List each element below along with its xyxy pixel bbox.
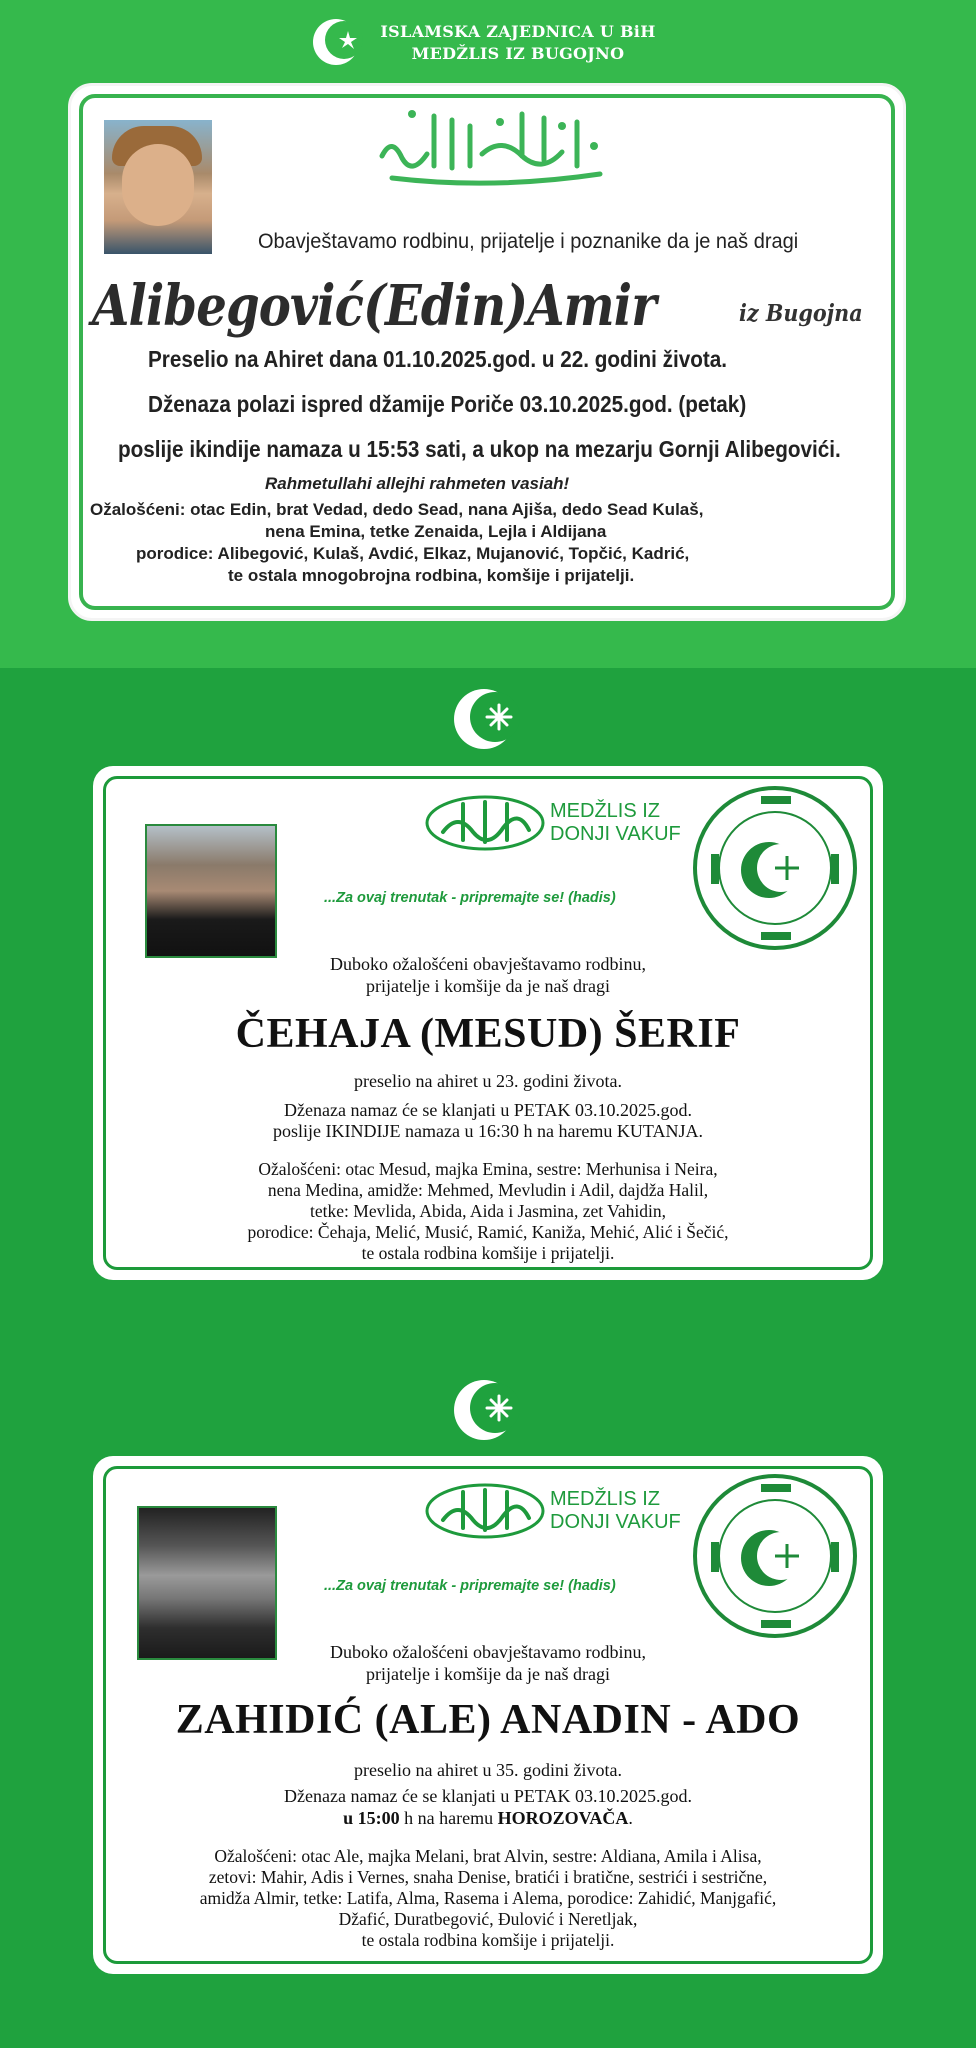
funeral-time: poslije IKINDIJE namaza u 16:30 h na haremu KUTANJA. <box>273 1121 703 1141</box>
arabic-calligraphy-icon <box>372 96 612 192</box>
medzlis-logo-icon <box>423 792 547 854</box>
mourners-line: Ožalošćeni: otac Edin, brat Vedad, dedo Sead, nana Ajiša, dedo Sead Kulaš, <box>90 500 704 519</box>
deceased-photo <box>104 120 212 254</box>
mourners-line: amidža Almir, tetke: Latifa, Alma, Rasema i Alema, porodice: Zahidić, Manjgafić, <box>199 1888 777 1908</box>
mourners-line: te ostala mnogobrojna rodbina, komšije i prijatelji. <box>228 566 635 585</box>
mourners-line: nena Medina, amidže: Mehmed, Mevludin i Adil, dajdža Halil, <box>267 1180 709 1200</box>
medzlis-city: DONJI VAKUF <box>550 823 681 845</box>
deceased-photo <box>145 824 277 958</box>
medzlis-logo-icon <box>423 1480 547 1542</box>
mourners-line: porodice: Čehaja, Melić, Musić, Ramić, Kaniža, Mehić, Alić i Šečić, <box>247 1222 729 1242</box>
crescent-star-icon <box>312 16 364 68</box>
mourners-line: zetovi: Mahir, Adis i Vernes, snaha Denise, bratići i bratične, sestrići i sestrične, <box>208 1867 768 1887</box>
mourners-line: te ostala rodbina komšije i prijatelji. <box>361 1930 615 1950</box>
funeral-info: Dženaza namaz će se klanjati u PETAK 03.10.2025.god. <box>284 1100 692 1120</box>
funeral-info: Dženaza polazi ispred džamije Poriče 03.10.2025.god. (petak) <box>148 391 747 417</box>
org-header <box>312 14 672 72</box>
funeral-time <box>93 1808 883 1829</box>
funeral-end: . <box>628 1808 633 1828</box>
notice-alibegovic <box>0 0 976 668</box>
medzlis-name: MEDŽLIS IZ <box>550 800 661 822</box>
intro-text: Obavještavamo rodbinu, prijatelje i poznanike da je naš dragi <box>258 229 799 253</box>
intro-text: Duboko ožalošćeni obavještavamo rodbinu, <box>330 954 646 974</box>
mourners-line: nena Emina, tetke Zenaida, Lejla i Aldijana <box>265 522 607 541</box>
intro-text: prijatelje i komšije da je naš dragi <box>366 976 610 996</box>
funeral-hour: u 15:00 <box>343 1808 400 1828</box>
seal-stamp-icon <box>691 1472 859 1640</box>
deceased-name: ČEHAJA (MESUD) ŠERIF <box>235 1011 741 1057</box>
org-name: ISLAMSKA ZAJEDNICA U BiH <box>380 22 656 41</box>
mourners-line: Ožalošćeni: otac Mesud, majka Emina, sestre: Merhunisa i Neira, <box>258 1159 718 1179</box>
deceased-photo <box>137 1506 277 1660</box>
intro-text: prijatelje i komšije da je naš dragi <box>366 1664 610 1684</box>
funeral-info: Dženaza namaz će se klanjati u PETAK 03.10.2025.god. <box>284 1786 692 1806</box>
hometown: iz Bugojna <box>739 300 863 327</box>
mourners-line: te ostala rodbina komšije i prijatelji. <box>361 1243 615 1263</box>
death-info: preselio na ahiret u 23. godini života. <box>354 1071 622 1091</box>
funeral-place: HOROZOVAČA <box>497 1808 629 1828</box>
hadith-tagline: ...Za ovaj trenutak - pripremajte se! (hadis) <box>324 1578 616 1594</box>
deceased-name: ZAHIDIĆ (ALE) ANADIN - ADO <box>175 1697 801 1743</box>
mourners-line: porodice: Alibegović, Kulaš, Avdić, Elkaz, Mujanović, Topčić, Kadrić, <box>136 544 690 563</box>
mourners-line: Džafić, Duratbegović, Đulović i Neretljak, <box>338 1909 638 1929</box>
funeral-text: h na haremu <box>399 1808 498 1828</box>
prayer-text: Rahmetullahi allejhi rahmeten vasiah! <box>265 474 570 493</box>
seal-stamp-icon <box>691 784 859 952</box>
mourners-line: tetke: Mevlida, Abida, Aida i Jasmina, zet Vahidin, <box>310 1201 666 1221</box>
deceased-name: Alibegović(Edin)Amir <box>92 273 656 339</box>
death-info: preselio na ahiret u 35. godini života. <box>354 1760 622 1780</box>
crescent-star-icon <box>452 1374 524 1446</box>
notice-zahidic <box>93 1456 883 1974</box>
crescent-star-icon <box>452 683 524 755</box>
medzlis-name: MEDŽLIS IZ BUGOJNO <box>411 44 625 63</box>
hadith-tagline: ...Za ovaj trenutak - pripremajte se! (hadis) <box>324 890 616 906</box>
burial-info: poslije ikindije namaza u 15:53 sati, a ukop na mezarju Gornji Alibegovići. <box>118 436 841 462</box>
mourners-line: Ožalošćeni: otac Ale, majka Melani, brat Alvin, sestre: Aldiana, Amila i Alisa, <box>214 1846 762 1866</box>
medzlis-name: MEDŽLIS IZ <box>550 1488 661 1510</box>
intro-text: Duboko ožalošćeni obavještavamo rodbinu, <box>330 1642 646 1662</box>
notice-cehaja <box>93 766 883 1280</box>
death-info: Preselio na Ahiret dana 01.10.2025.god. u 22. godini života. <box>148 346 728 372</box>
medzlis-city: DONJI VAKUF <box>550 1511 681 1533</box>
